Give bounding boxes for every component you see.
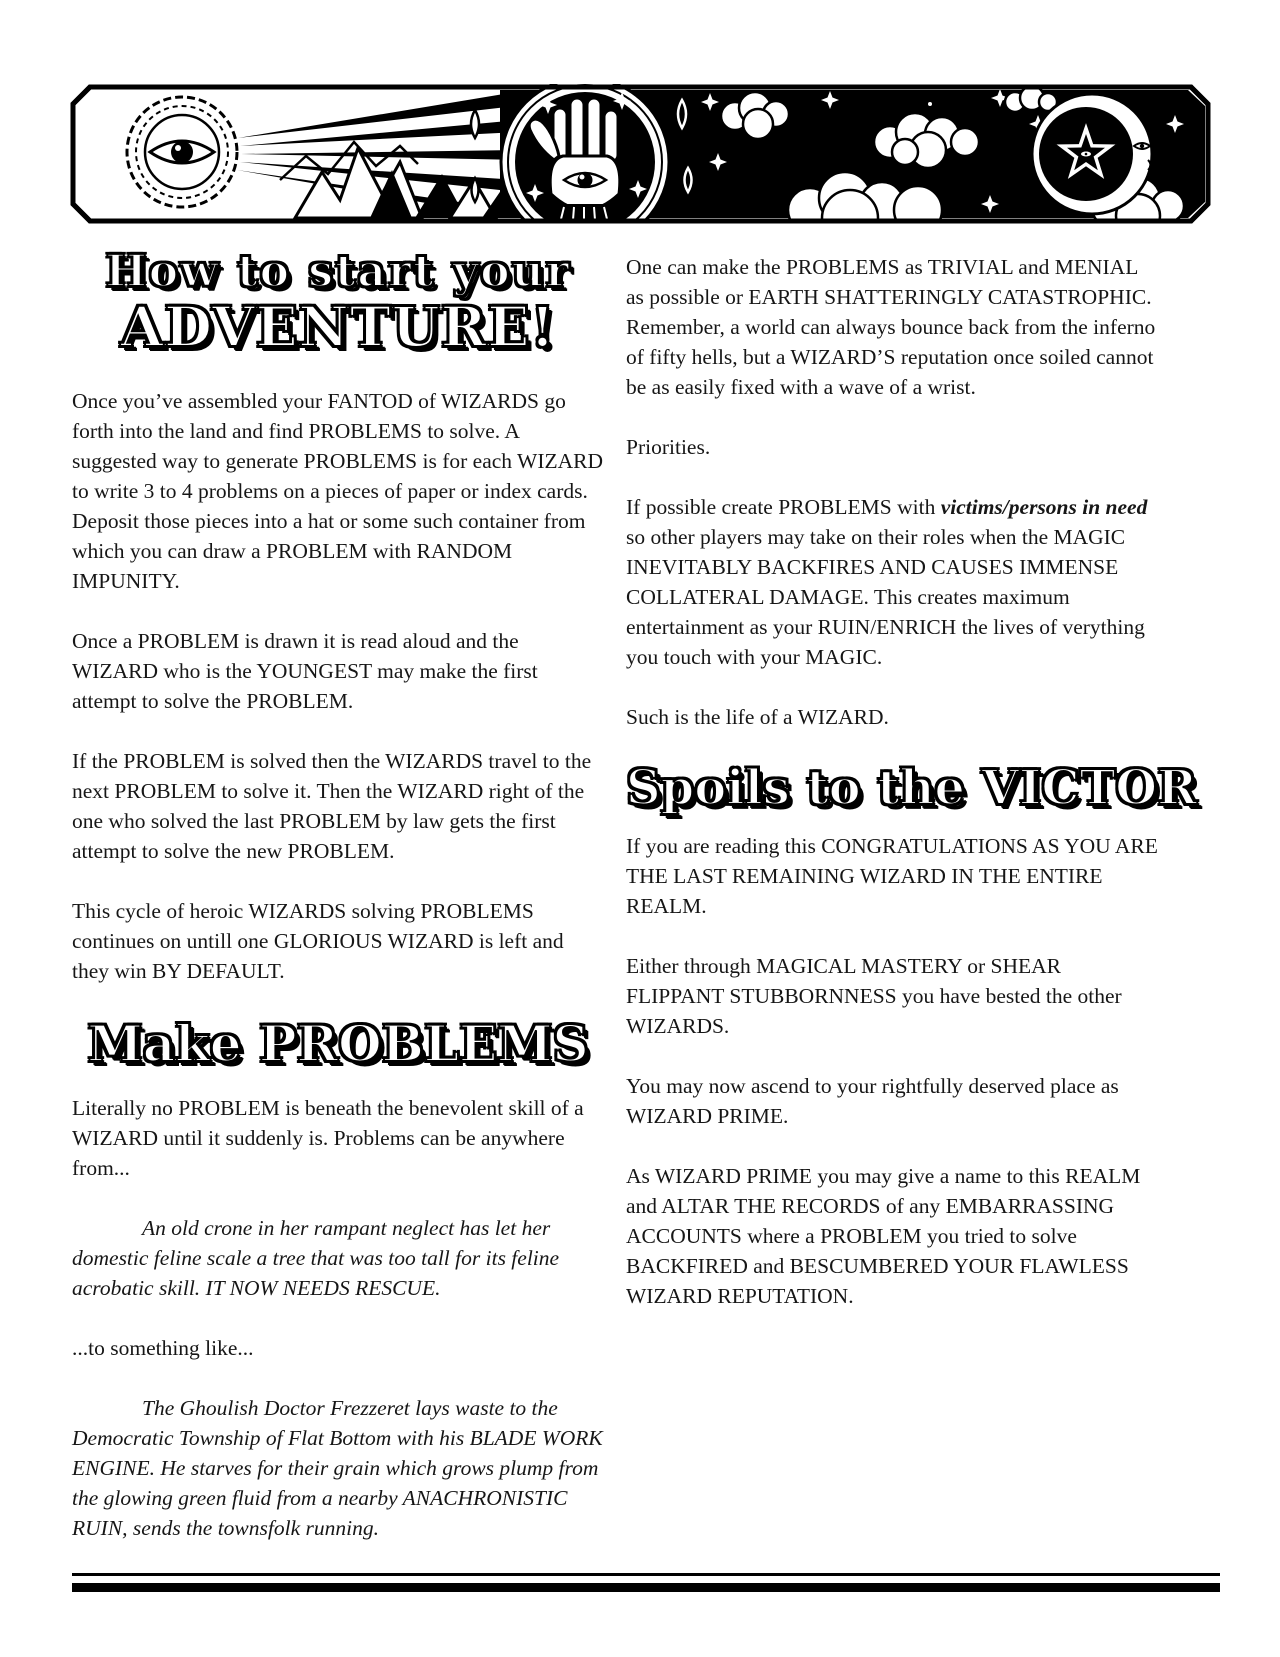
paragraph-segment: If possible create PROBLEMS with — [626, 495, 941, 519]
footer-rule-thin — [72, 1573, 1220, 1576]
paragraph-segment: so other players may take on their roles when the MAGIC INEVITABLY BACKFIRES AND CAUSES IMMENSE COLLATERAL DAMAGE. This creates maximum entertainment as your RUIN/ENRICH the lives of verything you touch with your MAGIC. — [626, 525, 1145, 669]
paragraph-example-crone: An old crone in her rampant neglect has let her domestic feline scale a tree that was too tall for its feline acrobatic skill. IT NOW NEEDS RESCUE. — [72, 1215, 560, 1300]
heading-line-1: How to start your — [105, 246, 571, 297]
paragraph-priorities: Priorities. — [626, 435, 711, 459]
paragraph-cycle-of-heroes: This cycle of heroic WIZARDS solving PROBLEMS continues on untill one GLORIOUS WIZARD is left and they win BY DEFAULT. — [72, 898, 564, 983]
paragraph-ascend-wizard-prime: You may now ascend to your rightfully deserved place as WIZARD PRIME. — [626, 1073, 1119, 1128]
heading-make-problems: Make PROBLEMS — [87, 1013, 589, 1073]
paragraph-altar-the-records: As WIZARD PRIME you may give a name to this REALM and ALTAR THE RECORDS of any EMBARRASSING ACCOUNTS where a PROBLEM you tried to solve BACKFIRED and BESCUMBERED YOUR FLAWLESS WIZARD REPUTATION. — [626, 1163, 1141, 1308]
paragraph-problem-solved: If the PROBLEM is solved then the WIZARDS travel to the next PROBLEM to solve it. Then the WIZARD right of the one who solved the last PROBLEM by law gets the first attempt to solve the new PROBLEM. — [72, 748, 592, 863]
paragraph-no-problem-beneath: Literally no PROBLEM is beneath the benevolent skill of a WIZARD until it suddenly is. Problems can be anywhere from... — [72, 1095, 584, 1180]
paragraph-emphasis: victims/persons in need — [940, 495, 1148, 519]
paragraph-magical-mastery: Either through MAGICAL MASTERY or SHEAR FLIPPANT STUBBORNNESS you have bested the other WIZARDS. — [626, 953, 1122, 1038]
paragraph-congratulations: If you are reading this CONGRATULATIONS AS YOU ARE THE LAST REMAINING WIZARD IN THE ENTIRE REALM. — [626, 833, 1158, 918]
paragraph-trivial-or-catastrophic: One can make the PROBLEMS as TRIVIAL and MENIAL as possible or EARTH SHATTERINGLY CATASTROPHIC. Remember, a world can always bounce back from the inferno of fifty hells, but a WIZARD’S reputation once soiled cannot be as easily fixed with a wave of a wrist. — [626, 255, 1156, 399]
paragraph-assemble-fantod: Once you’ve assembled your FANTOD of WIZARDS go forth into the land and find PROBLEMS to solve. A suggested way to generate PROBLEMS is for each WIZARD to write 3 to 4 problems on a pieces of paper or index cards. Deposit those pieces into a hat or some such container from which you can draw a PROBLEM with RANDOM IMPUNITY. — [72, 388, 604, 593]
sun-eye-icon — [127, 97, 237, 207]
paragraph-to-something-like: ...to something like... — [72, 1335, 254, 1360]
heading-line-2: ADVENTURE! — [120, 294, 556, 360]
paragraph-life-of-a-wizard: Such is the life of a WIZARD. — [626, 705, 889, 729]
paragraph-problem-drawn: Once a PROBLEM is drawn it is read aloud and the WIZARD who is the YOUNGEST may make the first attempt to solve the PROBLEM. — [72, 628, 538, 713]
banner-illustration — [70, 84, 1212, 230]
heading-how-to-start-your-adventure — [72, 247, 604, 358]
left-column — [72, 247, 604, 1573]
footer-rule-thick — [72, 1583, 1220, 1592]
right-column — [626, 252, 1197, 1341]
moon-star-icon — [1032, 94, 1152, 214]
paragraph-victims-in-need — [626, 492, 1158, 672]
heading-spoils-to-the-victor: Spoils to the VICTOR — [626, 760, 1197, 816]
paragraph-example-frezzeret: The Ghoulish Doctor Frezzeret lays waste to the Democratic Township of Flat Bottom with his BLADE WORK ENGINE. He starves for their grain which grows plump from the glowing green fluid from a nearby ANACHRONISTIC RUIN, sends the townsfolk running. — [72, 1395, 603, 1540]
